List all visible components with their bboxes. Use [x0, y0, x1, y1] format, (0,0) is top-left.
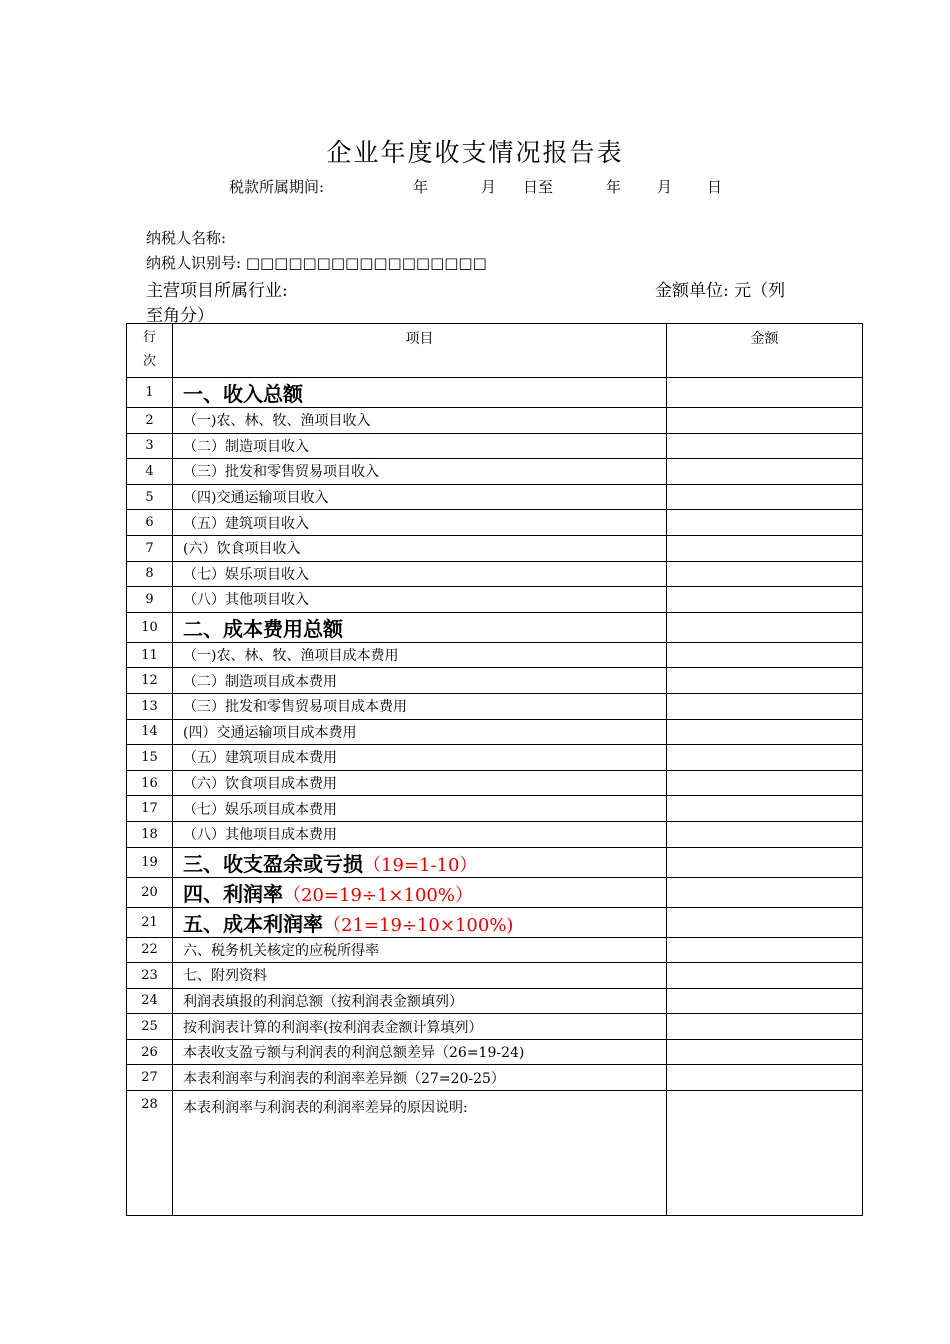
table-header-row [127, 324, 863, 378]
row-amount-cell[interactable] [667, 877, 863, 907]
row-amount-cell[interactable] [667, 510, 863, 536]
row-item-label: 一、收入总额 [183, 382, 303, 406]
row-item [173, 1014, 667, 1040]
report-table [126, 323, 863, 1216]
row-number: 18 [127, 821, 173, 847]
row-amount-cell[interactable] [667, 378, 863, 408]
row-amount-cell[interactable] [667, 484, 863, 510]
row-amount-cell[interactable] [667, 693, 863, 719]
amount-unit-label: 金额单位: 元（列 [655, 281, 786, 301]
row-item [173, 693, 667, 719]
row-number: 6 [127, 510, 173, 536]
row-number: 27 [127, 1065, 173, 1091]
row-number: 8 [127, 561, 173, 587]
table-row [127, 668, 863, 694]
row-formula: （20=19÷1×100%） [283, 884, 473, 906]
row-item [173, 847, 667, 877]
row-item-label: （五）建筑项目成本费用 [183, 750, 337, 767]
row-amount-cell[interactable] [667, 770, 863, 796]
row-amount-cell[interactable] [667, 988, 863, 1014]
amount-unit-label-cont: 至角分） [146, 306, 214, 326]
table-row [127, 877, 863, 907]
row-number: 26 [127, 1039, 173, 1065]
row-item-label: 本表利润率与利润表的利润率差异的原因说明: [183, 1100, 468, 1117]
row-item-label: （二）制造项目收入 [183, 438, 309, 455]
row-item [173, 1091, 667, 1216]
row-item-label: 五、成本利润率 [183, 911, 323, 936]
industry-label: 主营项目所属行业: [146, 281, 288, 301]
row-item-label: (六）饮食项目收入 [183, 541, 301, 558]
row-number: 2 [127, 408, 173, 434]
table-row [127, 937, 863, 963]
table-row [127, 963, 863, 989]
table-row [127, 1039, 863, 1065]
report-title: 企业年度收支情况报告表 [326, 138, 624, 167]
row-item-label: (四）交通运输项目成本费用 [183, 724, 357, 741]
row-number: 15 [127, 745, 173, 771]
table-row [127, 484, 863, 510]
row-item [173, 535, 667, 561]
row-amount-cell[interactable] [667, 963, 863, 989]
row-item [173, 459, 667, 485]
table-row [127, 1065, 863, 1091]
taxpayer-id-label: 纳税人识别号: □□□□□□□□□□□□□□□□□ [146, 254, 487, 272]
row-item [173, 796, 667, 822]
row-item-label: 本表利润率与利润表的利润率差异额（27=20-25） [183, 1070, 505, 1087]
row-number: 9 [127, 587, 173, 613]
table-row [127, 907, 863, 937]
table-row [127, 796, 863, 822]
table-row [127, 510, 863, 536]
table-row [127, 1091, 863, 1216]
row-number: 23 [127, 963, 173, 989]
row-item [173, 484, 667, 510]
row-item [173, 378, 667, 408]
tax-period-label: 税款所属期间: [229, 178, 325, 196]
row-item-label: 利润表填报的利润总额（按利润表金额填列） [183, 993, 463, 1010]
row-item-label: （二）制造项目成本费用 [183, 673, 337, 690]
row-number: 20 [127, 877, 173, 907]
row-item [173, 510, 667, 536]
row-amount-cell[interactable] [667, 796, 863, 822]
row-amount-cell[interactable] [667, 907, 863, 937]
row-amount-cell[interactable] [667, 459, 863, 485]
row-number: 4 [127, 459, 173, 485]
table-row [127, 988, 863, 1014]
table-row [127, 642, 863, 668]
table-row [127, 1014, 863, 1040]
row-formula: （21=19÷10×100%) [323, 914, 514, 936]
header-amount: 金额 [667, 324, 863, 378]
table-row [127, 719, 863, 745]
period-month-start: 月 [481, 178, 497, 196]
row-number: 13 [127, 693, 173, 719]
row-item-label: （七）娱乐项目收入 [183, 566, 309, 583]
row-number: 12 [127, 668, 173, 694]
row-item-label: （七）娱乐项目成本费用 [183, 801, 337, 818]
row-item [173, 408, 667, 434]
row-number: 11 [127, 642, 173, 668]
period-year-start: 年 [413, 178, 429, 196]
table-row [127, 561, 863, 587]
row-number: 25 [127, 1014, 173, 1040]
row-item-label: 七、附列资料 [183, 968, 267, 985]
row-item [173, 561, 667, 587]
row-item [173, 587, 667, 613]
row-amount-cell[interactable] [667, 408, 863, 434]
table-row [127, 770, 863, 796]
row-number: 14 [127, 719, 173, 745]
row-item [173, 668, 667, 694]
row-item [173, 907, 667, 937]
row-amount-cell[interactable] [667, 937, 863, 963]
row-number: 16 [127, 770, 173, 796]
row-item-label: （五）建筑项目收入 [183, 515, 309, 532]
row-amount-cell[interactable] [667, 612, 863, 642]
row-amount-cell[interactable] [667, 821, 863, 847]
row-amount-cell[interactable] [667, 587, 863, 613]
row-number: 1 [127, 378, 173, 408]
row-item-label: 三、收支盈余或亏损 [183, 851, 363, 876]
table-row [127, 847, 863, 877]
row-item [173, 988, 667, 1014]
row-item-label: （四)交通运输项目收入 [183, 490, 329, 507]
row-item-label: 按利润表计算的利润率(按利润表金额计算填列） [183, 1019, 483, 1036]
row-number: 10 [127, 612, 173, 642]
row-item-label: （三）批发和零售贸易项目收入 [183, 464, 379, 481]
row-number: 24 [127, 988, 173, 1014]
row-item [173, 770, 667, 796]
table-row [127, 408, 863, 434]
table-row [127, 612, 863, 642]
table-row [127, 821, 863, 847]
row-item [173, 937, 667, 963]
row-amount-cell[interactable] [667, 1014, 863, 1040]
row-amount-cell[interactable] [667, 433, 863, 459]
header-row-no: 行次 [127, 324, 173, 378]
row-number: 3 [127, 433, 173, 459]
row-item [173, 821, 667, 847]
row-amount-cell[interactable] [667, 719, 863, 745]
row-amount-cell[interactable] [667, 535, 863, 561]
period-year-end: 年 [606, 178, 622, 196]
row-item [173, 642, 667, 668]
row-item-label: （三）批发和零售贸易项目成本费用 [183, 699, 407, 716]
row-amount-cell[interactable] [667, 1039, 863, 1065]
row-item-label: （八）其他项目收入 [183, 592, 309, 609]
row-amount-cell[interactable] [667, 1091, 863, 1216]
row-item [173, 433, 667, 459]
row-item-label: （八）其他项目成本费用 [183, 827, 337, 844]
table-row [127, 433, 863, 459]
row-item-label: 四、利润率 [183, 881, 283, 906]
row-item [173, 963, 667, 989]
row-number: 22 [127, 937, 173, 963]
row-item-label: 二、成本费用总额 [183, 616, 343, 641]
period-month-end: 月 [657, 178, 673, 196]
row-number: 7 [127, 535, 173, 561]
row-number: 28 [127, 1091, 173, 1216]
table-row [127, 587, 863, 613]
row-item-label: 本表收支盈亏额与利润表的利润总额差异（26=19-24) [183, 1045, 525, 1062]
row-item-label: 六、税务机关核定的应税所得率 [183, 942, 379, 959]
row-number: 21 [127, 907, 173, 937]
row-item-label: （一)农、林、牧、渔项目收入 [183, 413, 371, 430]
row-amount-cell[interactable] [667, 668, 863, 694]
period-day-start: 日至 [523, 178, 554, 196]
row-item [173, 719, 667, 745]
row-item [173, 745, 667, 771]
row-formula: （19=1-10） [363, 854, 478, 876]
header-item: 项目 [173, 324, 667, 378]
row-item-label: （一)农、林、牧、渔项目成本费用 [183, 648, 399, 665]
row-amount-cell[interactable] [667, 642, 863, 668]
row-number: 19 [127, 847, 173, 877]
row-item [173, 1065, 667, 1091]
row-item [173, 877, 667, 907]
table-row [127, 745, 863, 771]
row-item [173, 612, 667, 642]
period-day-end: 日 [707, 178, 723, 196]
row-amount-cell[interactable] [667, 745, 863, 771]
row-item [173, 1039, 667, 1065]
table-row [127, 459, 863, 485]
row-amount-cell[interactable] [667, 847, 863, 877]
table-row [127, 535, 863, 561]
table-row [127, 378, 863, 408]
taxpayer-name-label: 纳税人名称: [146, 229, 227, 247]
row-number: 17 [127, 796, 173, 822]
row-number: 5 [127, 484, 173, 510]
table-row [127, 693, 863, 719]
row-item-label: （六）饮食项目成本费用 [183, 776, 337, 793]
row-amount-cell[interactable] [667, 561, 863, 587]
row-amount-cell[interactable] [667, 1065, 863, 1091]
